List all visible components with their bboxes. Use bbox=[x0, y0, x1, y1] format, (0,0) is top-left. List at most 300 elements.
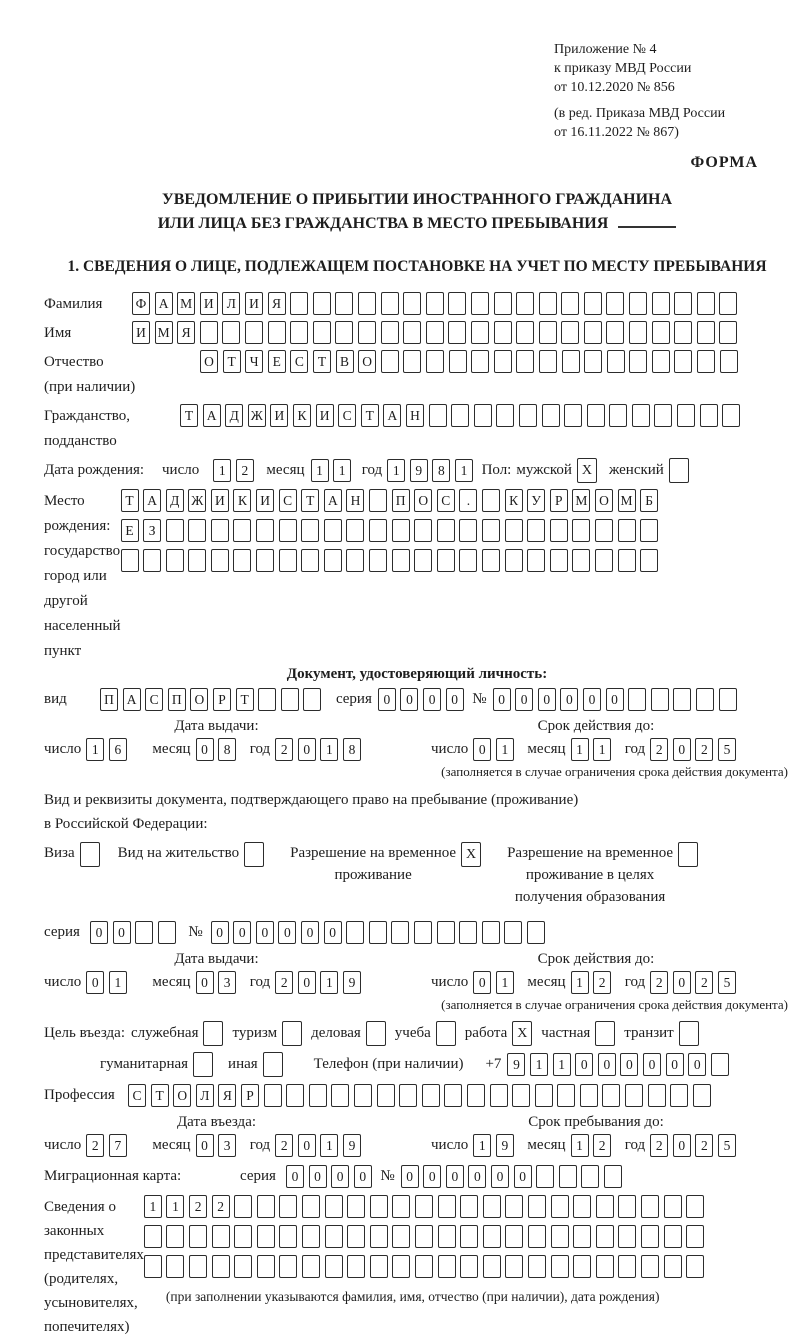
char-cell bbox=[166, 519, 184, 542]
representatives-field-row2[interactable] bbox=[144, 1225, 709, 1248]
char-cell: З bbox=[143, 519, 161, 542]
stay-issue-month-field[interactable] bbox=[196, 971, 241, 994]
char-cell bbox=[618, 1255, 636, 1278]
stay-issue-date bbox=[44, 970, 389, 995]
char-cell bbox=[697, 292, 715, 315]
char-cell: 0 bbox=[446, 1165, 464, 1188]
char-cell bbox=[144, 1225, 162, 1248]
char-cell bbox=[279, 549, 297, 572]
temp-residence-checkbox[interactable]: X bbox=[461, 842, 481, 867]
char-cell bbox=[211, 549, 229, 572]
char-cell bbox=[711, 1053, 729, 1076]
temp-residence-label: Разрешение на временное проживание bbox=[290, 845, 457, 883]
char-cell bbox=[562, 350, 580, 373]
char-cell: 2 bbox=[695, 1134, 713, 1157]
char-cell bbox=[302, 1225, 320, 1248]
char-cell: Б bbox=[640, 489, 658, 512]
purpose-other-checkbox[interactable] bbox=[263, 1052, 283, 1077]
title-line-1: УВЕДОМЛЕНИЕ О ПРИБЫТИИ ИНОСТРАННОГО ГРАЖДАНИНА bbox=[161, 191, 673, 208]
char-cell bbox=[528, 1255, 546, 1278]
appendix-block bbox=[554, 40, 764, 142]
char-cell bbox=[629, 292, 647, 315]
char-cell bbox=[438, 1195, 456, 1218]
char-cell: 0 bbox=[688, 1053, 706, 1076]
char-cell bbox=[584, 292, 602, 315]
entry-year-field[interactable] bbox=[275, 1134, 365, 1157]
stay-until-year-field[interactable] bbox=[650, 1134, 740, 1157]
char-cell: 0 bbox=[378, 688, 396, 711]
char-cell: Ф bbox=[132, 292, 150, 315]
char-cell bbox=[561, 292, 579, 315]
char-cell: И bbox=[132, 321, 150, 344]
char-cell: М bbox=[177, 292, 195, 315]
stay-valid-header: Срок действия до: bbox=[537, 951, 655, 967]
char-cell: У bbox=[527, 489, 545, 512]
char-cell: 1 bbox=[387, 459, 405, 482]
appendix-line: к приказу МВД России bbox=[554, 61, 692, 76]
representatives-field-row1[interactable] bbox=[144, 1195, 709, 1218]
char-cell bbox=[604, 1165, 622, 1188]
char-cell: 0 bbox=[423, 1165, 441, 1188]
title-line-2: ИЛИ ЛИЦА БЕЗ ГРАЖДАНСТВА В МЕСТО ПРЕБЫВАНИЯ bbox=[157, 215, 609, 232]
char-cell: 2 bbox=[212, 1195, 230, 1218]
char-cell bbox=[324, 549, 342, 572]
char-cell bbox=[628, 688, 646, 711]
char-cell bbox=[640, 519, 658, 542]
char-cell bbox=[564, 404, 582, 427]
char-cell bbox=[370, 1255, 388, 1278]
char-cell bbox=[301, 519, 319, 542]
char-cell: 0 bbox=[298, 738, 316, 761]
stay-until-day-field[interactable] bbox=[473, 1134, 518, 1157]
identity-date-headers bbox=[44, 718, 790, 735]
char-cell: 0 bbox=[196, 738, 214, 761]
stay-series-field[interactable] bbox=[90, 921, 180, 944]
purpose-private-checkbox[interactable] bbox=[595, 1021, 615, 1046]
char-cell: В bbox=[336, 350, 354, 373]
char-cell: 0 bbox=[256, 921, 274, 944]
sex-female-checkbox[interactable] bbox=[669, 458, 689, 483]
stay-valid-day-field[interactable] bbox=[473, 971, 518, 994]
year-label: год bbox=[249, 741, 271, 757]
representatives-grids bbox=[144, 1195, 790, 1305]
char-cell bbox=[438, 1225, 456, 1248]
purpose-official: служебная bbox=[131, 1021, 224, 1046]
char-cell bbox=[325, 1225, 343, 1248]
purpose-transit: транзит bbox=[624, 1021, 698, 1046]
char-cell: 0 bbox=[423, 688, 441, 711]
char-cell bbox=[602, 1084, 620, 1107]
char-cell bbox=[595, 519, 613, 542]
char-cell bbox=[700, 404, 718, 427]
patronymic-field[interactable] bbox=[200, 350, 742, 373]
char-cell bbox=[370, 1195, 388, 1218]
char-cell bbox=[279, 1225, 297, 1248]
name-field[interactable] bbox=[132, 321, 742, 344]
char-cell bbox=[527, 519, 545, 542]
char-cell bbox=[369, 549, 387, 572]
char-cell: Я bbox=[177, 321, 195, 344]
purpose-business: деловая bbox=[311, 1021, 386, 1046]
char-cell bbox=[346, 921, 364, 944]
char-cell: Ж bbox=[188, 489, 206, 512]
identity-kind-label: вид bbox=[44, 691, 67, 707]
stay-until-header: Срок пребывания до: bbox=[528, 1114, 664, 1130]
char-cell: Ч bbox=[245, 350, 263, 373]
char-cell bbox=[369, 489, 387, 512]
month-label: месяц bbox=[152, 1137, 191, 1153]
sex-label: Пол: bbox=[481, 462, 512, 478]
stay-issue-year-field[interactable] bbox=[275, 971, 365, 994]
char-cell: 0 bbox=[298, 1134, 316, 1157]
purpose-transit-checkbox[interactable] bbox=[679, 1021, 699, 1046]
char-cell bbox=[188, 549, 206, 572]
char-cell bbox=[451, 404, 469, 427]
purpose-work: работа X bbox=[465, 1021, 533, 1046]
char-cell bbox=[264, 1084, 282, 1107]
char-cell: 2 bbox=[189, 1195, 207, 1218]
char-cell bbox=[720, 350, 738, 373]
char-cell bbox=[664, 1195, 682, 1218]
birthplace-field-row1[interactable] bbox=[121, 489, 663, 512]
char-cell: 0 bbox=[666, 1053, 684, 1076]
migration-number-field[interactable] bbox=[401, 1165, 627, 1188]
char-cell bbox=[596, 1225, 614, 1248]
stay-date-headers bbox=[44, 951, 790, 968]
stay-issue-day-field[interactable] bbox=[86, 971, 131, 994]
purpose-study-checkbox[interactable] bbox=[436, 1021, 456, 1046]
sex-male-checkbox[interactable]: X bbox=[577, 458, 597, 483]
char-cell bbox=[670, 1084, 688, 1107]
char-cell: 2 bbox=[275, 1134, 293, 1157]
char-cell: 0 bbox=[401, 1165, 419, 1188]
entry-day-field[interactable] bbox=[86, 1134, 131, 1157]
char-cell: О bbox=[414, 489, 432, 512]
char-cell: 1 bbox=[496, 738, 514, 761]
char-cell bbox=[505, 1195, 523, 1218]
char-cell bbox=[335, 321, 353, 344]
char-cell bbox=[258, 688, 276, 711]
char-cell bbox=[557, 1084, 575, 1107]
char-cell bbox=[188, 519, 206, 542]
char-cell bbox=[595, 549, 613, 572]
char-cell bbox=[460, 1255, 478, 1278]
char-cell bbox=[369, 519, 387, 542]
char-cell bbox=[354, 1084, 372, 1107]
char-cell: Д bbox=[166, 489, 184, 512]
char-cell bbox=[392, 519, 410, 542]
identity-number-field[interactable] bbox=[493, 688, 742, 711]
char-cell: 7 bbox=[109, 1134, 127, 1157]
char-cell: С bbox=[145, 688, 163, 711]
purpose-row bbox=[44, 1021, 790, 1046]
identity-series-field[interactable] bbox=[378, 688, 468, 711]
char-cell bbox=[482, 921, 500, 944]
char-cell bbox=[135, 921, 153, 944]
phone-field[interactable] bbox=[507, 1053, 733, 1076]
birthplace-label: Место рождения: государство город или другой населенный пункт bbox=[44, 493, 121, 659]
char-cell bbox=[426, 321, 444, 344]
char-cell bbox=[392, 1255, 410, 1278]
char-cell: 1 bbox=[530, 1053, 548, 1076]
migration-series-field[interactable] bbox=[286, 1165, 376, 1188]
stay-valid-year-field[interactable] bbox=[650, 971, 740, 994]
identity-doc-header: Документ, удостоверяющий личность: bbox=[286, 666, 548, 682]
char-cell bbox=[618, 519, 636, 542]
char-cell: Т bbox=[301, 489, 319, 512]
section1-title: 1. СВЕДЕНИЯ О ЛИЦЕ, ПОДЛЕЖАЩЕМ ПОСТАНОВКЕ НА УЧЕТ ПО МЕСТУ ПРЕБЫВАНИЯ bbox=[67, 258, 767, 275]
char-cell: И bbox=[211, 489, 229, 512]
char-cell bbox=[444, 1084, 462, 1107]
char-cell: 0 bbox=[583, 688, 601, 711]
entry-date-header: Дата въезда: bbox=[176, 1114, 257, 1130]
identity-dates-row bbox=[44, 737, 790, 762]
char-cell bbox=[528, 1195, 546, 1218]
birth-day-field[interactable] bbox=[213, 459, 258, 482]
char-cell: 0 bbox=[673, 971, 691, 994]
char-cell bbox=[572, 519, 590, 542]
residence-permit-checkbox[interactable] bbox=[244, 842, 264, 867]
char-cell: 0 bbox=[446, 688, 464, 711]
char-cell bbox=[536, 1165, 554, 1188]
appendix-line: от 10.12.2020 № 856 bbox=[554, 80, 675, 95]
char-cell: Р bbox=[241, 1084, 259, 1107]
char-cell bbox=[286, 1084, 304, 1107]
char-cell bbox=[483, 1195, 501, 1218]
char-cell bbox=[414, 549, 432, 572]
char-cell bbox=[551, 1255, 569, 1278]
char-cell: О bbox=[173, 1084, 191, 1107]
char-cell: 1 bbox=[333, 459, 351, 482]
char-cell bbox=[664, 1225, 682, 1248]
char-cell: 2 bbox=[695, 971, 713, 994]
char-cell bbox=[551, 1225, 569, 1248]
char-cell bbox=[504, 921, 522, 944]
char-cell bbox=[652, 350, 670, 373]
form-word: ФОРМА bbox=[690, 154, 758, 171]
char-cell bbox=[505, 1225, 523, 1248]
identity-issue-date bbox=[44, 737, 389, 762]
representatives-field-row3[interactable] bbox=[144, 1255, 709, 1278]
char-cell: К bbox=[233, 489, 251, 512]
char-cell bbox=[222, 321, 240, 344]
char-cell bbox=[370, 1225, 388, 1248]
identity-valid-month-field[interactable] bbox=[571, 738, 616, 761]
char-cell: О bbox=[200, 350, 218, 373]
profession-field[interactable] bbox=[128, 1084, 715, 1107]
char-cell: 9 bbox=[496, 1134, 514, 1157]
year-label: год bbox=[249, 974, 271, 990]
purpose-row-2 bbox=[44, 1052, 790, 1077]
char-cell bbox=[584, 350, 602, 373]
char-cell bbox=[527, 549, 545, 572]
day-label: число bbox=[44, 1137, 82, 1153]
patronymic-label: Отчество (при наличии) bbox=[44, 354, 136, 395]
char-cell bbox=[550, 549, 568, 572]
char-cell bbox=[437, 921, 455, 944]
char-cell: Д bbox=[225, 404, 243, 427]
citizenship-field[interactable] bbox=[180, 404, 745, 427]
char-cell: 0 bbox=[468, 1165, 486, 1188]
day-label: число bbox=[44, 974, 82, 990]
char-cell: 1 bbox=[109, 971, 127, 994]
stay-number-field[interactable] bbox=[211, 921, 550, 944]
char-cell: Т bbox=[313, 350, 331, 373]
day-label: число bbox=[44, 741, 82, 757]
char-cell bbox=[505, 549, 523, 572]
representatives-label: Сведения о законных представителях (родителях, усыновителях, попечителях) bbox=[44, 1199, 144, 1335]
phone-label: Телефон (при наличии) bbox=[313, 1056, 464, 1072]
representatives-note: (при заполнении указываются фамилия, имя, отчество (при наличии), дата рождения) bbox=[165, 1289, 660, 1304]
visa-checkbox[interactable] bbox=[80, 842, 100, 867]
identity-issue-year-field[interactable] bbox=[275, 738, 365, 761]
char-cell: П bbox=[100, 688, 118, 711]
char-cell bbox=[652, 292, 670, 315]
birth-year-field[interactable] bbox=[387, 459, 477, 482]
char-cell: Н bbox=[406, 404, 424, 427]
char-cell bbox=[189, 1255, 207, 1278]
stay-doc-intro-2: в Российской Федерации: bbox=[44, 816, 208, 832]
birthplace-field-row2[interactable] bbox=[121, 519, 663, 542]
birthplace-field-row3[interactable] bbox=[121, 549, 663, 572]
identity-issue-month-field[interactable] bbox=[196, 738, 241, 761]
char-cell bbox=[580, 1084, 598, 1107]
month-label: месяц bbox=[152, 741, 191, 757]
char-cell bbox=[648, 1084, 666, 1107]
char-cell bbox=[471, 292, 489, 315]
char-cell: Л bbox=[222, 292, 240, 315]
profession-label: Профессия bbox=[44, 1087, 115, 1103]
char-cell bbox=[189, 1225, 207, 1248]
entry-month-field[interactable] bbox=[196, 1134, 241, 1157]
char-cell bbox=[281, 688, 299, 711]
char-cell: 1 bbox=[144, 1195, 162, 1218]
stay-until-month-field[interactable] bbox=[571, 1134, 616, 1157]
char-cell: Т bbox=[361, 404, 379, 427]
char-cell: 0 bbox=[491, 1165, 509, 1188]
identity-issue-day-field[interactable] bbox=[86, 738, 131, 761]
visa-label: Виза bbox=[44, 845, 75, 861]
char-cell: 0 bbox=[309, 1165, 327, 1188]
document-title bbox=[44, 188, 790, 236]
char-cell bbox=[392, 1225, 410, 1248]
year-label: год bbox=[624, 1137, 646, 1153]
purpose-official-checkbox[interactable] bbox=[203, 1021, 223, 1046]
char-cell bbox=[346, 549, 364, 572]
char-cell bbox=[437, 519, 455, 542]
month-label: месяц bbox=[527, 974, 566, 990]
char-cell: 1 bbox=[311, 459, 329, 482]
char-cell bbox=[516, 321, 534, 344]
char-cell bbox=[302, 1195, 320, 1218]
char-cell: 1 bbox=[571, 738, 589, 761]
entry-date-headers bbox=[44, 1114, 790, 1131]
purpose-tourism-checkbox[interactable] bbox=[282, 1021, 302, 1046]
char-cell bbox=[652, 321, 670, 344]
char-cell: 0 bbox=[673, 1134, 691, 1157]
char-cell: 0 bbox=[324, 921, 342, 944]
char-cell bbox=[606, 292, 624, 315]
migration-card-label: Миграционная карта: bbox=[44, 1168, 182, 1184]
char-cell bbox=[677, 404, 695, 427]
char-cell bbox=[482, 519, 500, 542]
char-cell bbox=[641, 1195, 659, 1218]
char-cell bbox=[403, 321, 421, 344]
char-cell: 0 bbox=[560, 688, 578, 711]
char-cell: О bbox=[358, 350, 376, 373]
char-cell: И bbox=[245, 292, 263, 315]
char-cell bbox=[459, 549, 477, 572]
birthplace-grids bbox=[121, 489, 791, 579]
identity-valid-year-field[interactable] bbox=[650, 738, 740, 761]
surname-field[interactable] bbox=[132, 292, 742, 315]
char-cell: 5 bbox=[718, 971, 736, 994]
char-cell bbox=[256, 519, 274, 542]
char-cell bbox=[448, 321, 466, 344]
char-cell: К bbox=[505, 489, 523, 512]
purpose-private: частная bbox=[541, 1021, 615, 1046]
char-cell bbox=[581, 1165, 599, 1188]
char-cell bbox=[233, 519, 251, 542]
char-cell bbox=[438, 1255, 456, 1278]
char-cell bbox=[381, 292, 399, 315]
purpose-humanitarian-checkbox[interactable] bbox=[193, 1052, 213, 1077]
year-label: год bbox=[624, 741, 646, 757]
char-cell: И bbox=[270, 404, 288, 427]
edu-residence-checkbox[interactable] bbox=[678, 842, 698, 867]
char-cell: И bbox=[200, 292, 218, 315]
char-cell bbox=[494, 321, 512, 344]
purpose-work-checkbox[interactable]: X bbox=[512, 1021, 532, 1046]
char-cell bbox=[460, 1225, 478, 1248]
char-cell bbox=[528, 1225, 546, 1248]
char-cell bbox=[279, 519, 297, 542]
char-cell bbox=[674, 321, 692, 344]
char-cell bbox=[143, 549, 161, 572]
char-cell bbox=[561, 321, 579, 344]
sex-female-label: женский bbox=[608, 462, 664, 478]
char-cell: А bbox=[123, 688, 141, 711]
char-cell bbox=[618, 1225, 636, 1248]
char-cell: 0 bbox=[211, 921, 229, 944]
char-cell bbox=[166, 1255, 184, 1278]
year-label: год bbox=[249, 1137, 271, 1153]
stay-valid-month-field[interactable] bbox=[571, 971, 616, 994]
char-cell: 3 bbox=[218, 1134, 236, 1157]
identity-valid-day-field[interactable] bbox=[473, 738, 518, 761]
char-cell: М bbox=[618, 489, 636, 512]
stay-series-label: серия bbox=[44, 924, 80, 940]
identity-kind-field[interactable] bbox=[100, 688, 326, 711]
char-cell bbox=[573, 1225, 591, 1248]
char-cell bbox=[324, 519, 342, 542]
char-cell bbox=[257, 1195, 275, 1218]
char-cell bbox=[460, 1195, 478, 1218]
char-cell bbox=[449, 350, 467, 373]
month-label: месяц bbox=[266, 462, 305, 478]
temp-residence-option bbox=[290, 842, 481, 886]
char-cell: С bbox=[279, 489, 297, 512]
birth-month-field[interactable] bbox=[311, 459, 356, 482]
char-cell: М bbox=[572, 489, 590, 512]
char-cell: 1 bbox=[166, 1195, 184, 1218]
char-cell bbox=[391, 921, 409, 944]
char-cell: 2 bbox=[275, 971, 293, 994]
char-cell: С bbox=[338, 404, 356, 427]
char-cell bbox=[429, 404, 447, 427]
purpose-business-checkbox[interactable] bbox=[366, 1021, 386, 1046]
identity-kind-row bbox=[44, 687, 790, 712]
